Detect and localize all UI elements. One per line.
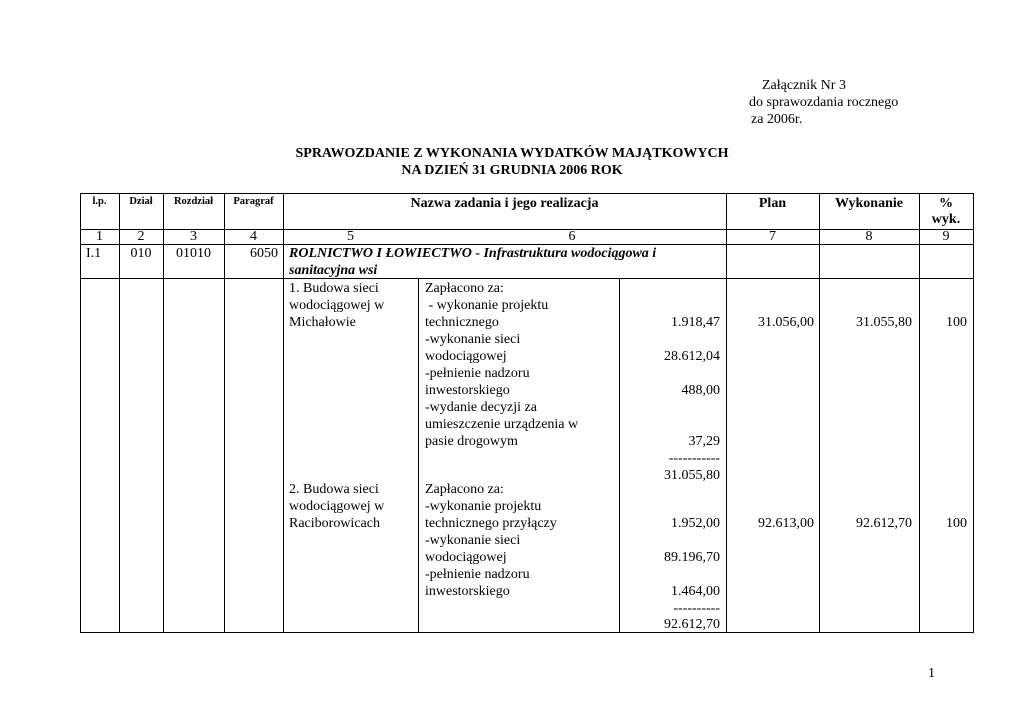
header-percent-2: wyk. bbox=[931, 212, 961, 227]
task-1-subtotal: 31.055,80 bbox=[664, 468, 720, 483]
page-number: 1 bbox=[928, 666, 935, 681]
task-2-detail-4: -wykonanie sieci bbox=[425, 533, 521, 548]
header-wykonanie: Wykonanie bbox=[835, 196, 903, 211]
task-1-detail-10: pasie drogowym bbox=[425, 434, 518, 449]
col-number-9: 9 bbox=[942, 229, 950, 244]
col-number-8: 8 bbox=[865, 229, 873, 244]
header-percent-1: % bbox=[939, 196, 953, 211]
task-2-detail-6: -pełnienie nadzoru bbox=[425, 567, 530, 582]
task-1-detail-1: Zapłacono za: bbox=[425, 281, 504, 296]
section-rozdzial: 01010 bbox=[176, 246, 211, 261]
col-number-1: 1 bbox=[96, 229, 103, 244]
col-number-3: 3 bbox=[190, 229, 197, 244]
task-2-amount-1: 1.952,00 bbox=[671, 516, 720, 531]
annex-line-3: za 2006r. bbox=[751, 112, 803, 127]
task-2-subtotal: 92.612,70 bbox=[664, 617, 720, 632]
col-number-5: 5 bbox=[347, 229, 354, 244]
task-1-detail-5: wodociągowej bbox=[425, 349, 507, 364]
annex-line-2: do sprawozdania rocznego bbox=[749, 95, 899, 110]
task-1-detail-9: umieszczenie urządzenia w bbox=[425, 417, 579, 432]
task-2-amount-2: 89.196,70 bbox=[664, 550, 720, 565]
header-lp: l.p. bbox=[92, 196, 107, 207]
task-2-amount-3: 1.464,00 bbox=[671, 584, 720, 599]
task-1-name-line-3: Michałowie bbox=[289, 315, 356, 330]
annex-line-1: Załącznik Nr 3 bbox=[762, 78, 846, 93]
header-rozdzial: Rozdział bbox=[173, 196, 214, 207]
task-1-detail-4: -wykonanie sieci bbox=[425, 332, 521, 347]
task-1-amount-1: 1.918,47 bbox=[671, 315, 720, 330]
col-number-4: 4 bbox=[250, 229, 257, 244]
task-1-detail-2: - wykonanie projektu bbox=[425, 298, 549, 313]
task-1-percent: 100 bbox=[946, 315, 967, 330]
task-1-wykonanie: 31.055,80 bbox=[856, 315, 912, 330]
task-1-detail-8: -wydanie decyzji za bbox=[425, 400, 537, 415]
section-lp: I.1 bbox=[86, 246, 102, 261]
task-2-detail-2: -wykonanie projektu bbox=[425, 499, 542, 514]
task-2-detail-1: Zapłacono za: bbox=[425, 482, 504, 497]
task-1-detail-7: inwestorskiego bbox=[425, 383, 510, 398]
section-name-line-2: sanitacyjna wsi bbox=[289, 263, 378, 278]
task-2-percent: 100 bbox=[946, 516, 967, 531]
section-name-rest: - Infrastruktura wodociągowa i bbox=[471, 246, 657, 261]
task-1-plan: 31.056,00 bbox=[758, 315, 814, 330]
task-2-plan: 92.613,00 bbox=[758, 516, 814, 531]
report-title-line-1: SPRAWOZDANIE Z WYKONANIA WYDATKÓW MAJĄTKOWYCH bbox=[295, 146, 729, 161]
task-1-amount-2: 28.612,04 bbox=[664, 349, 720, 364]
task-1-amount-4: 37,29 bbox=[688, 434, 720, 449]
report-title-line-2: NA DZIEŃ 31 GRUDNIA 2006 ROK bbox=[401, 163, 623, 178]
header-dzial: Dział bbox=[129, 196, 153, 207]
header-paragraf: Paragraf bbox=[233, 196, 274, 207]
header-plan: Plan bbox=[758, 196, 787, 211]
task-2-name-line-2: wodociągowej w bbox=[289, 499, 385, 514]
section-name-line-1 bbox=[289, 245, 656, 262]
task-1-detail-3: technicznego bbox=[425, 315, 499, 330]
task-1-amount-3: 488,00 bbox=[681, 383, 720, 398]
task-2-separator: ---------- bbox=[673, 601, 720, 616]
task-2-detail-7: inwestorskiego bbox=[425, 584, 510, 599]
task-1-detail-6: -pełnienie nadzoru bbox=[425, 366, 530, 381]
task-1-separator: ----------- bbox=[668, 451, 720, 466]
section-name-bold: ROLNICTWO I ŁOWIECTWO bbox=[289, 246, 472, 261]
col-number-2: 2 bbox=[137, 229, 145, 244]
section-dzial: 010 bbox=[130, 246, 152, 261]
col-number-6: 6 bbox=[568, 229, 576, 244]
header-nazwa: Nazwa zadania i jego realizacja bbox=[410, 196, 599, 211]
task-2-wykonanie: 92.612,70 bbox=[856, 516, 912, 531]
task-2-name-line-1: 2. Budowa sieci bbox=[289, 482, 379, 497]
task-2-detail-3: technicznego przyłączy bbox=[425, 516, 557, 531]
col-number-7: 7 bbox=[769, 229, 776, 244]
task-2-detail-5: wodociągowej bbox=[425, 550, 507, 565]
task-1-name-line-1: 1. Budowa sieci bbox=[289, 281, 379, 296]
task-1-name-line-2: wodociągowej w bbox=[289, 298, 385, 313]
task-2-name-line-3: Raciborowicach bbox=[289, 516, 380, 531]
section-paragraf: 6050 bbox=[250, 246, 278, 261]
